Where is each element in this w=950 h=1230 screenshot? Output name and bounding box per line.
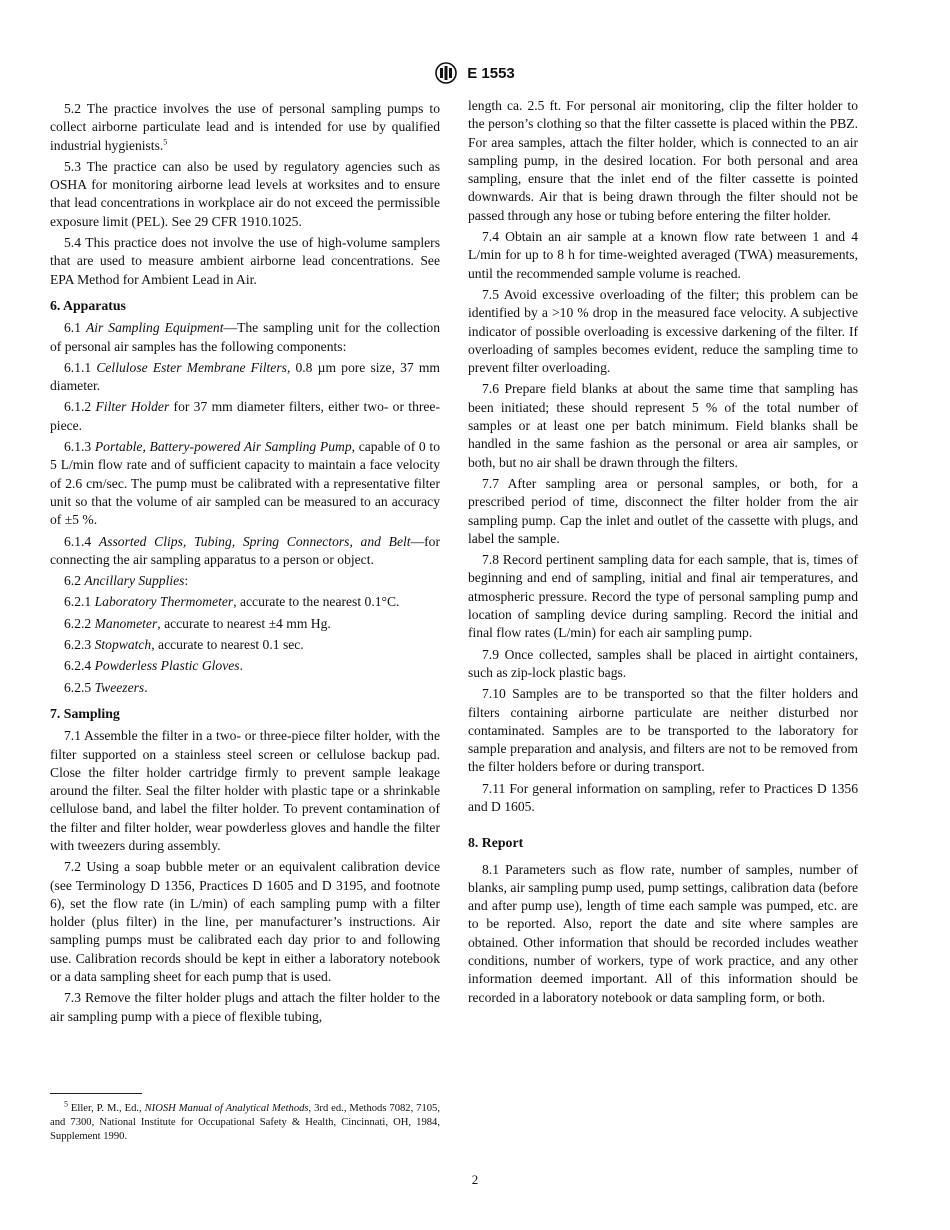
footnote [50, 1099, 441, 1145]
paragraph [50, 398, 440, 435]
paragraph-text: length ca. 2.5 ft. For personal air monitoring, clip the filter holder to the person’s clothing so that the filter cassette is placed within the PBZ. For area samples, attach the filter holder, which is connected to an air sampling pump, in the desired location. For both personal and area sampling, ensure that the inlet end of the filter cassette is pointed downwards. Air that is being drawn through the filter should not be passed through any hose or tubing before entering the filter holder. [468, 98, 858, 223]
section-heading: 8. Report [468, 835, 524, 851]
clause-term: Tweezers [94, 679, 145, 695]
paragraph [50, 100, 440, 155]
clause-number: 6.1.4 [64, 533, 92, 549]
paragraph [468, 475, 858, 548]
right-column [468, 97, 858, 1007]
clause-number: 6.2 [64, 573, 81, 589]
clause-text: for 37 mm diameter filters, either two- or three-piece. [50, 399, 440, 433]
clause-term: Powderless Plastic Gloves [94, 658, 240, 674]
footnote-divider [50, 1093, 142, 1094]
paragraph-text: 7.3 Remove the filter holder plugs and attach the filter holder to the air sampling pump with a piece of flexible tubing, [50, 990, 440, 1024]
section-heading: 7. Sampling [50, 705, 120, 721]
clause-term: Filter Holder [95, 399, 170, 415]
clause-term: Manometer [94, 615, 158, 631]
footnote-text-b: , 3rd ed., Methods 7082, 7105, and 7300, National Institute for Occupational Safety & Health, Cincinnati, OH, 1984, Supplement 1990. [50, 1103, 441, 1143]
clause-text: , accurate to the nearest 0.1°C. [233, 594, 400, 610]
paragraph [50, 679, 440, 697]
footnote-mark: 5 [64, 1099, 68, 1109]
paragraph [50, 636, 440, 654]
clause-term: Stopwatch [94, 637, 152, 653]
clause-text: . [239, 658, 243, 674]
clause-term: Air Sampling Equipment [85, 320, 224, 336]
paragraph [50, 727, 440, 855]
clause-text: , accurate to nearest 0.1 sec. [151, 637, 304, 653]
page-header [0, 62, 950, 84]
paragraph-text: 5.4 This practice does not involve the use of high-volume samplers that are used to measure ambient airborne lead concentrations. See EPA Method for Ambient Lead in Air. [50, 235, 440, 287]
footnote-ref: 5 [163, 137, 168, 147]
paragraph [468, 646, 858, 683]
paragraph-text: 8.1 Parameters such as flow rate, number of samples, number of blanks, air sampling pump used, pump settings, calibration data (before and after pump use), length of time each sample was pumped, etc. are to be reported. Also, report the date and site where samples are obtained. Other information that should be recorded includes weather conditions, number of workers, type of work practice, and any other information deemed important. All of this information should be recorded in a laboratory notebook or data sampling form, or both. [468, 861, 858, 1005]
clause-number: 6.1.2 [64, 399, 92, 415]
clause-term: Portable, Battery-powered Air Sampling Pump [94, 439, 352, 455]
clause-number: 6.2.3 [64, 637, 92, 653]
paragraph [468, 861, 858, 1007]
clause-text: , accurate to nearest ±4 mm Hg. [157, 615, 331, 631]
clause-text: —for connecting the air sampling apparatus to a person or object. [50, 533, 440, 567]
paragraph-text: 7.7 After sampling area or personal samples, or both, for a prescribed period of time, disconnect the filter holder from the air sampling pump. Cap the inlet and outlet of the cassette with plugs, and label the sample. [468, 475, 858, 546]
paragraph-text: 7.9 Once collected, samples shall be placed in airtight containers, such as zip-lock plastic bags. [468, 646, 858, 680]
clause-number: 6.2.4 [64, 658, 92, 674]
clause-number: 6.1.1 [64, 359, 92, 375]
paragraph [50, 615, 440, 633]
clause-term: Assorted Clips, Tubing, Spring Connectors, and Belt [98, 533, 411, 549]
paragraph [468, 551, 858, 642]
paragraph-text: 7.1 Assemble the filter in a two- or three-piece filter holder, with the filter supported on a stainless steel screen or cellulose backup pad. Close the filter holder cartridge firmly to prevent sample leakage around the filter. Seal the filter holder with plastic tape or a shrinkable cellulose band, and label the filter holder. To prevent contamination of the filter and filter holder, wear powderless gloves and handle the filter with tweezers during assembly. [50, 728, 440, 853]
paragraph-text: 7.10 Samples are to be transported so that the filter holders and filters containing airborne particulate are neither disturbed nor contaminated. Samples are to be transported to the laboratory for sample preparation and analysis, and filters are not to be removed from the filter holders before or during transport. [468, 686, 858, 775]
clause-text: : [184, 573, 189, 589]
standard-designation: E 1553 [467, 64, 515, 82]
paragraph-text: 7.2 Using a soap bubble meter or an equivalent calibration device (see Terminology D 1356, Practices D 1605 and D 3195, and footnote 6), set the flow rate (in L/min) of each sampling pump with a filter holder (plus filter) in the line, per manufacturer’s instructions. Air sampling pumps must be calibrated each day prior to and following use. Calibration records should be kept in either a laboratory notebook or a data sampling sheet for each pump that is used. [50, 859, 440, 985]
clause-term: Laboratory Thermometer [94, 594, 234, 610]
clause-term: Cellulose Ester Membrane Filters [96, 359, 287, 375]
page-number: 2 [471, 1172, 479, 1187]
paragraph-text: 7.11 For general information on sampling, refer to Practices D 1356 and D 1605. [468, 780, 858, 814]
paragraph [50, 533, 440, 570]
footnote-text-a: Eller, P. M., Ed., [68, 1103, 145, 1114]
paragraph [50, 593, 440, 611]
clause-text: —The sampling unit for the collection of personal air samples has the following components: [50, 320, 441, 354]
paragraph [50, 572, 440, 590]
paragraph [468, 780, 858, 817]
clause-text: . [144, 679, 148, 695]
paragraph [468, 286, 858, 377]
astm-logo-icon [435, 62, 457, 84]
left-column [50, 97, 440, 1026]
paragraph-text: 5.2 The practice involves the use of personal sampling pumps to collect airborne particulate lead and is intended for use by qualified industrial hygienists. [50, 101, 440, 153]
paragraph [50, 858, 440, 986]
paragraph-text: 7.6 Prepare field blanks at about the same time that sampling has been initiated; these should represent 5 % of the total number of samples or at least one per batch minimum. Field blanks shall be handled in the same fashion as the personal or area air samples, or both, but no air shall be drawn through the filters. [468, 381, 858, 470]
clause-text: , capable of 0 to 5 L/min flow rate and of sufficient capacity to maintain a face velocity of 2.6 cm/sec. The pump must be calibrated with a representative filter unit so that the volume of air sampled can be measured to an accuracy of ±5 %. [50, 439, 440, 528]
paragraph [50, 234, 440, 289]
paragraph [50, 158, 440, 231]
clause-text: , 0.8 µm pore size, 37 mm diameter. [50, 359, 440, 394]
clause-number: 6.1 [64, 320, 81, 336]
paragraph-text: 5.3 The practice can also be used by regulatory agencies such as OSHA for monitoring airborne lead levels at worksites and to ensure that lead concentrations in workplace air do not exceed the permissible exposure limit (PEL). See 29 CFR 1910.1025. [50, 158, 440, 229]
clause-number: 6.1.3 [64, 439, 92, 455]
paragraph [468, 97, 858, 225]
section-heading: 6. Apparatus [50, 297, 126, 313]
paragraph [468, 380, 858, 471]
paragraph [50, 989, 440, 1026]
clause-number: 6.2.2 [64, 615, 92, 631]
clause-term: Ancillary Supplies [84, 573, 185, 589]
paragraph [50, 359, 440, 396]
paragraph [468, 228, 858, 283]
footnote-title: NIOSH Manual of Analytical Methods [144, 1103, 309, 1114]
paragraph [468, 685, 858, 776]
paragraph-text: 7.5 Avoid excessive overloading of the filter; this problem can be identified by a >10 % drop in the measured face velocity. A subjective indicator of possible overloading is excessive darkening of the filter. If overloading of samples becomes evident, reduce the sampling time to prevent filter overloading. [468, 286, 858, 376]
paragraph-text: 7.4 Obtain an air sample at a known flow rate between 1 and 4 L/min for up to 8 h for time-weighted averaged (TWA) measurements, until the recommended sample volume is reached. [468, 229, 858, 281]
paragraph-text: 7.8 Record pertinent sampling data for each sample, that is, times of beginning and end of sampling, initial and final air temperatures, and atmospheric pressure. Record the type of personal sampling pump and location of sampling device during sampling. Record the initial and final flow rates (L/min) for each air sampling pump. [468, 552, 858, 641]
paragraph [50, 319, 440, 356]
paragraph [50, 657, 440, 675]
clause-number: 6.2.5 [64, 679, 92, 695]
paragraph [50, 438, 440, 529]
clause-number: 6.2.1 [64, 594, 92, 610]
